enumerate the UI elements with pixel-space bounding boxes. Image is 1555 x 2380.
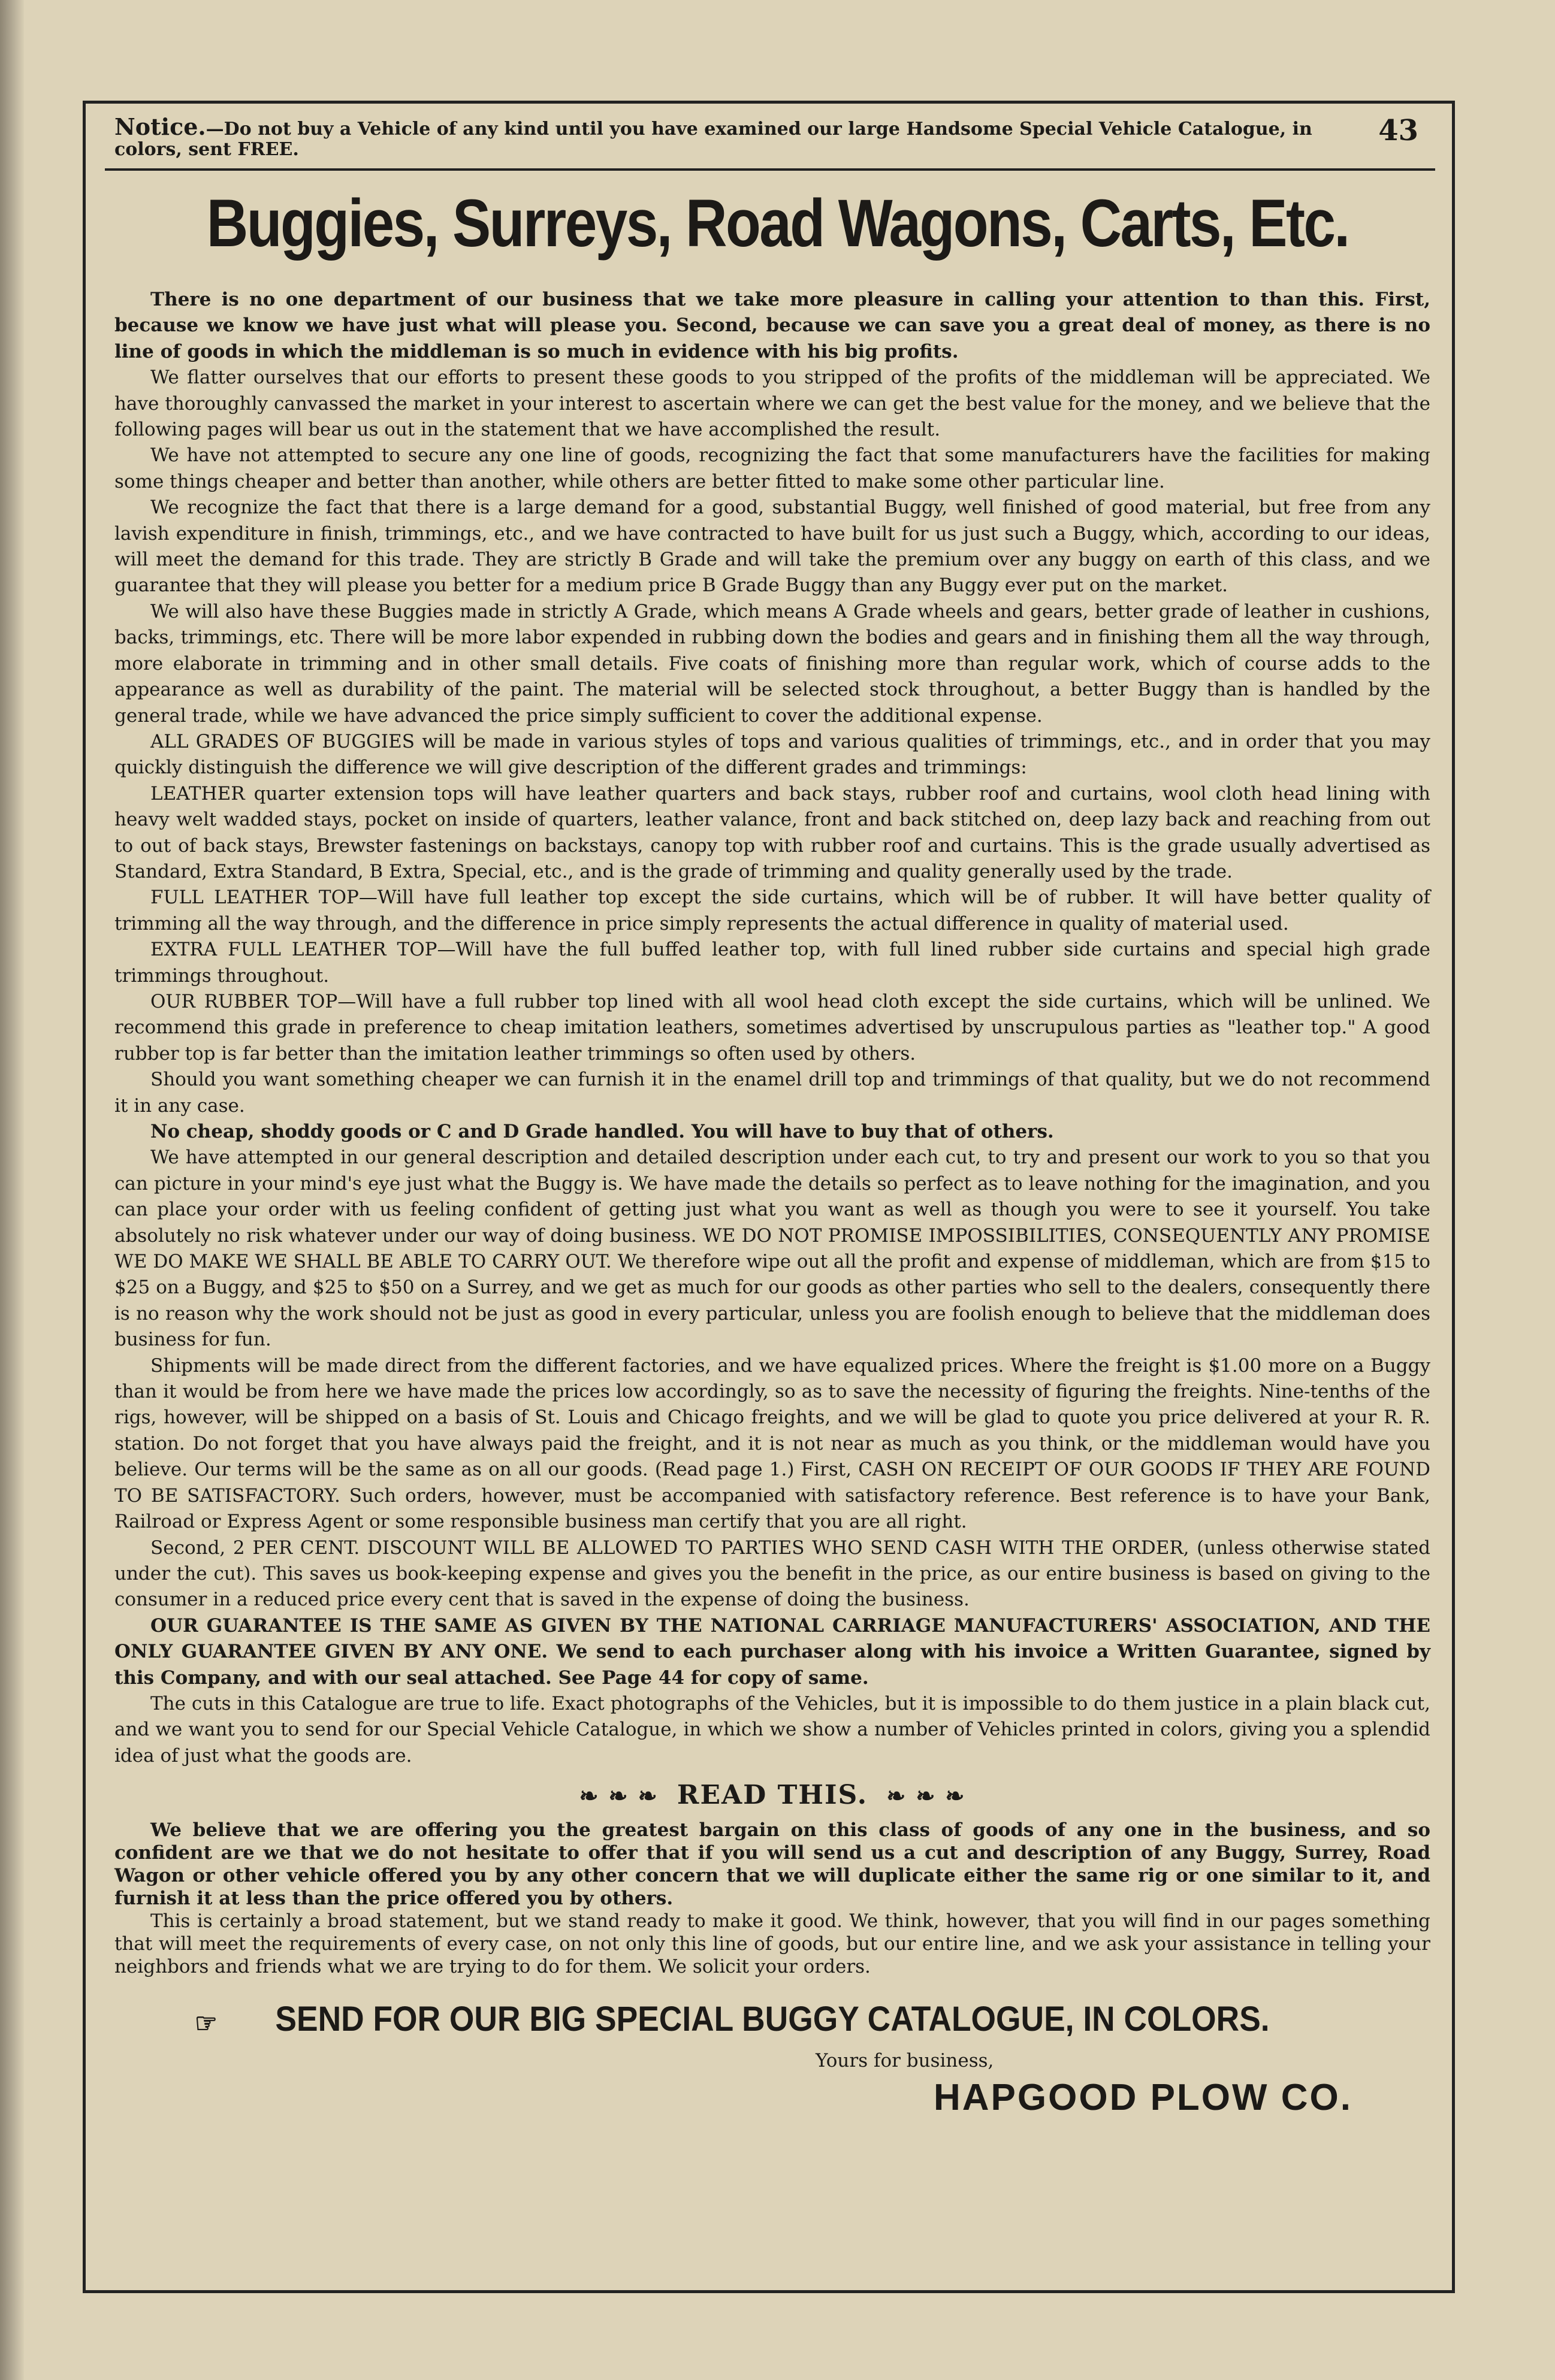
paragraph: Second, 2 PER CENT. DISCOUNT WILL BE ALLOWED TO PARTIES WHO SEND CASH WITH THE ORDER, (unless otherwise stated under the cut). This saves us book-keeping expense and gives you the benefit in the price, as our entire business is based on giving to the consumer in a reduced price every cent that is saved in the expense of doing the business. xyxy=(114,1537,1430,1611)
read-this-label: READ THIS. xyxy=(677,1780,868,1811)
page-title: Buggies, Surreys, Road Wagons, Carts, Etc. xyxy=(206,186,1349,261)
paragraph: The cuts in this Catalogue are true to life. Exact photographs of the Vehicles, but it is impossible to do them justice in a plain black cut, and we want you to send for our Special Vehicle Catalogue, in which we show a number of Vehicles printed in colors, giving you a splendid idea of just what the goods are. xyxy=(114,1692,1430,1767)
closing-salutation: Yours for business, xyxy=(816,2050,994,2072)
paragraph: We believe that we are offering you the greatest bargain on this class of goods of any one in the business, and so confident are we that we do not hesitate to offer that if you will send us a cut and description of any Buggy, Surrey, Road Wagon or other vehicle offered you by any other concern that we will duplicate either the same rig or one similar to it, and furnish it at less than the price offered you by others. xyxy=(114,1819,1430,1910)
pointing-hand-icon: ☞ xyxy=(194,2007,218,2039)
send-line-text: SEND FOR OUR BIG SPECIAL BUGGY CATALOGUE, IN COLORS. xyxy=(275,2000,1270,2039)
paragraph: OUR GUARANTEE IS THE SAME AS GIVEN BY THE NATIONAL CARRIAGE MANUFACTURERS' ASSOCIATION, AND THE ONLY GUARANTEE GIVEN BY ANY ONE. We send to each purchaser along with his invoice a Written Guarantee, signed by this Company, and with our seal attached. See Page 44 for copy of same. xyxy=(114,1614,1430,1689)
notice-header xyxy=(114,113,1430,162)
paragraph: This is certainly a broad statement, but we stand ready to make it good. We think, however, that you will find in our pages something that will meet the requirements of every case, on not only this line of goods, but our entire line, and we ask your assistance in telling your neighbors and friends what we are trying to do for them. We solicit your orders. xyxy=(114,1910,1430,1978)
read-this-heading xyxy=(114,1777,1430,1814)
notice-lead: Notice. xyxy=(114,113,206,140)
paragraph: Shipments will be made direct from the different factories, and we have equalized prices. Where the freight is $1.00 more on a Buggy than it would be from here we have made the prices low accordingly, so as to save the necessity of figuring the freights. Nine-tenths of the rigs, however, will be shipped on a basis of St. Louis and Chicago freights, and we will be glad to quote you price delivered at your R. R. station. Do not forget that you have always paid the freight, and it is not near as much as you think, or the middleman would have you believe. Our terms will be the same as on all our goods. (Read page 1.) First, CASH ON RECEIPT OF OUR GOODS IF THEY ARE FOUND TO BE SATISFACTORY. Such orders, however, must be accompanied with satisfactory reference. Best reference is to have your Bank, Railroad or Express Agent or some responsible business man certify that you are all right. xyxy=(114,1354,1430,1533)
paragraph: We will also have these Buggies made in strictly A Grade, which means A Grade wheels and gears, better grade of leather in cushions, backs, trimmings, etc. There will be more labor expended in rubbing down the bodies and gears and in finishing them all the way through, more elaborate in trimming and in other small details. Five coats of finishing more than regular work, which of course adds to the appearance as well as durability of the paint. The material will be selected stock throughout, a better Buggy than is handled by the general trade, while we have advanced the price simply sufficient to cover the additional expense. xyxy=(114,600,1430,727)
company-signature: HAPGOOD PLOW CO. xyxy=(934,2077,1352,2119)
paragraph: OUR RUBBER TOP—Will have a full rubber top lined with all wool head cloth except the side curtains, which will be unlined. We recommend this grade in preference to cheap imitation leathers, sometimes advertised by unscrupulous parties as "leather top." A good rubber top is far better than the imitation leather trimmings so often used by others. xyxy=(114,990,1430,1065)
body-text xyxy=(114,287,1430,1769)
notice-text: —Do not buy a Vehicle of any kind until you have examined our large Handsome Special Vehicle Catalogue, in colors, sent FREE. xyxy=(114,119,1312,160)
paragraph: No cheap, shoddy goods or C and D Grade handled. You will have to buy that of others. xyxy=(150,1121,1054,1142)
page-number: 43 xyxy=(1378,114,1418,147)
paragraph: LEATHER quarter extension tops will have leather quarters and back stays, rubber roof and curtains, wool cloth head lining with heavy welt wadded stays, pocket on inside of quarters, leather valance, front and back stitched on, deep lazy back and reaching from out to out of back stays, Brewster fastenings on backstays, canopy top with rubber roof and curtains. This is the grade usually advertised as Standard, Extra Standard, B Extra, Special, etc., and is the grade of trimming and quality generally used by the trade. xyxy=(114,782,1430,882)
leaf-ornament-icon: ❧ ❧ ❧ xyxy=(886,1782,966,1810)
paragraph: FULL LEATHER TOP—Will have full leather top except the side curtains, which will be of rubber. It will have better quality of trimming all the way through, and the difference in price simply represents the actual difference in quality of material used. xyxy=(114,887,1430,935)
page-border-frame xyxy=(83,101,1455,2293)
paragraph: We have not attempted to secure any one line of goods, recognizing the fact that some manufacturers have the facilities for making some things cheaper and better than another, while others are better fitted to make some other particular line. xyxy=(114,444,1430,492)
paragraph: ALL GRADES OF BUGGIES will be made in various styles of tops and various qualities of trimmings, etc., and in order that you may quickly distinguish the difference we will give description of the different grades and trimmings: xyxy=(114,730,1430,779)
paragraph: We recognize the fact that there is a large demand for a good, substantial Buggy, well finished of good material, but free from any lavish expenditure in finish, trimmings, etc., and we have contracted to have built for us just such a Buggy, which, according to our ideas, will meet the demand for this trade. They are strictly B Grade and will take the premium over any buggy on earth of this class, and we guarantee that they will please you better for a medium price B Grade Buggy than any Buggy ever put on the market. xyxy=(114,497,1430,597)
paragraph: We have attempted in our general description and detailed description under each cut, to try and present our work to you so that you can picture in your mind's eye just what the Buggy is. We have made the details so perfect as to leave nothing for the imagination, and you can place your order with us feeling confident of getting just what you want as well as though you were to see it yourself. You take absolutely no risk whatever under our way of doing business. WE DO NOT PROMISE IMPOSSIBILITIES, CONSEQUENTLY ANY PROMISE WE DO MAKE WE SHALL BE ABLE TO CARRY OUT. We therefore wipe out all the profit and expense of middleman, which are from $15 to $25 on a Buggy, and $25 to $50 on a Surrey, and we get as much for our goods as other parties who sell to the dealers, consequently there is no reason why the work should not be just as good in every particular, unless you are foolish enough to believe that the middleman does business for fun. xyxy=(114,1147,1430,1351)
paragraph: We flatter ourselves that our efforts to present these goods to you stripped of the profits of the middleman will be appreciated. We have thoroughly canvassed the market in your interest to ascertain where we can get the best value for the money, and we believe that the following pages will bear us out in the statement that we have accomplished the result. xyxy=(114,367,1430,441)
read-this-text xyxy=(114,1819,1430,1978)
paragraph: Should you want something cheaper we can furnish it in the enamel drill top and trimmings of that quality, but we do not recommend it in any case. xyxy=(114,1069,1430,1117)
header-rule xyxy=(105,168,1435,171)
paragraph: There is no one department of our business that we take more pleasure in calling your attention to than this. First, because we know we have just what will please you. Second, because we can save you a great deal of money, as there is no line of goods in which the middleman is so much in evidence with his big profits. xyxy=(114,289,1430,362)
leaf-ornament-icon: ❧ ❧ ❧ xyxy=(579,1782,659,1810)
paragraph: EXTRA FULL LEATHER TOP—Will have the full buffed leather top, with full lined rubber side curtains and special high grade trimmings throughout. xyxy=(114,939,1430,987)
page-gutter-shadow xyxy=(0,0,24,2380)
send-for-catalogue-line xyxy=(167,1998,1378,2040)
